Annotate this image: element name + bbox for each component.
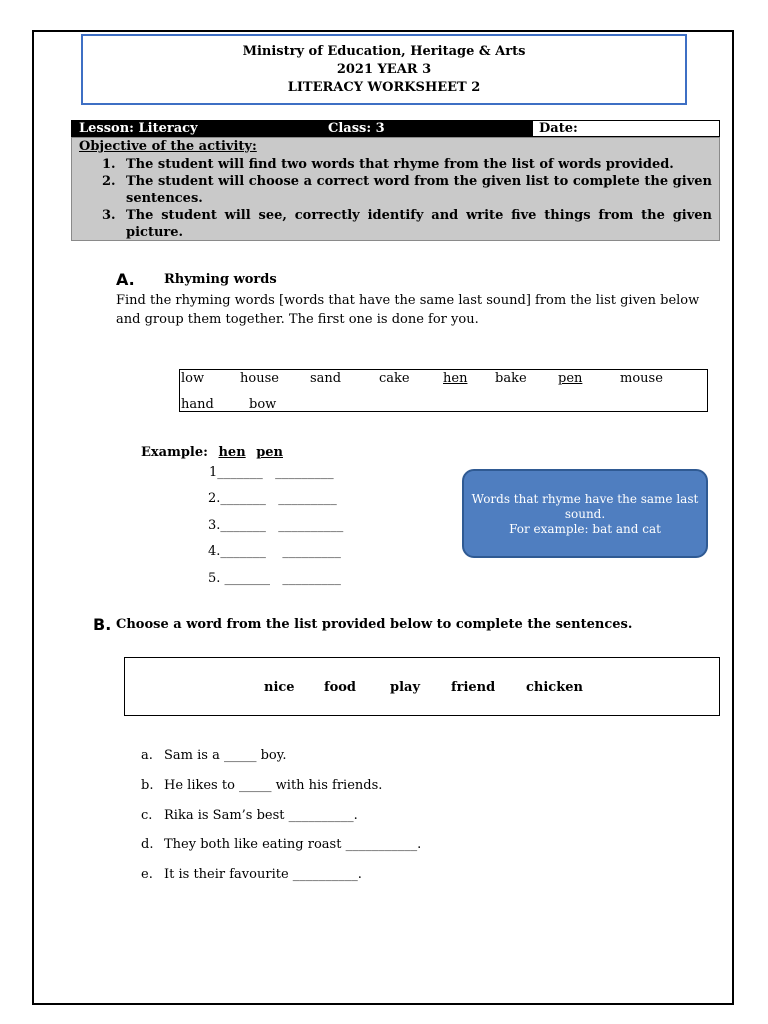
- example-word: pen: [256, 445, 283, 460]
- sentence-item: e. It is their favourite __________.: [141, 867, 362, 882]
- objective-item: 1. The student will find two words that rhyme from the list of words provided.: [102, 157, 674, 172]
- rhyme-word-list: [179, 369, 708, 412]
- section-b-title: Choose a word from the list provided below to complete the sentences.: [116, 617, 633, 632]
- date-label: Date:: [532, 121, 578, 136]
- rhyme-tip-callout: [462, 469, 708, 558]
- rhyme-answer-line[interactable]: 5. _______ _________: [208, 571, 341, 586]
- lesson-label: Lesson: Literacy: [79, 121, 198, 136]
- sentence-item: a. Sam is a _____ boy.: [141, 748, 287, 763]
- word-item: house: [240, 371, 279, 386]
- word-item: mouse: [620, 371, 663, 386]
- choice-word: food: [324, 680, 357, 695]
- choice-word: friend: [451, 680, 496, 695]
- objective-item: 3. The student will see, correctly identify and write five things from the given picture.: [102, 208, 712, 240]
- lesson-info-row: [71, 120, 720, 137]
- word-item: sand: [310, 371, 342, 386]
- sentence-item: d. They both like eating roast ___________.: [141, 837, 422, 852]
- rhyme-answer-line[interactable]: 3._______ __________: [208, 518, 344, 533]
- callout-example: For example: bat and cat: [509, 522, 661, 536]
- rhyme-answer-line[interactable]: 4._______ _________: [208, 544, 341, 559]
- choice-word: chicken: [526, 680, 583, 695]
- rhyme-answer-line[interactable]: 1_______ _________: [209, 465, 334, 480]
- sentence-item: b. He likes to _____ with his friends.: [141, 778, 383, 793]
- choice-word: play: [390, 680, 421, 695]
- worksheet-header: [81, 34, 687, 105]
- word-item: pen: [558, 371, 583, 386]
- word-item: cake: [379, 371, 410, 386]
- word-item: hen: [443, 371, 468, 386]
- rhyme-answer-line[interactable]: 2._______ _________: [208, 491, 337, 506]
- example-label: Example:: [141, 445, 208, 460]
- objective-item: 2. The student will choose a correct word from the given list to complete the given sentences.: [102, 174, 712, 206]
- sentence-item: c. Rika is Sam’s best __________.: [141, 808, 358, 823]
- section-b-letter: B.: [93, 615, 112, 634]
- section-a-title: Rhyming words: [164, 272, 277, 287]
- section-a-instructions: Find the rhyming words [words that have the same last sound] from the list given below and group them together. The first one is done for you.: [116, 293, 700, 327]
- ministry-title: Ministry of Education, Heritage & Arts: [242, 44, 526, 59]
- choice-word: nice: [264, 680, 295, 695]
- example-line: [141, 445, 283, 460]
- example-word: hen: [218, 445, 246, 460]
- worksheet-title: LITERACY WORKSHEET 2: [287, 80, 481, 95]
- word-choices-box: [124, 657, 720, 716]
- callout-text: Words that rhyme have the same last sound.: [471, 492, 699, 521]
- word-item: bow: [249, 397, 277, 412]
- objectives-title: Objective of the activity:: [79, 139, 257, 154]
- word-item: bake: [495, 371, 527, 386]
- objectives-box: [71, 137, 720, 241]
- word-item: hand: [181, 397, 214, 412]
- section-a-letter: A.: [116, 270, 135, 289]
- class-label: Class: 3: [328, 121, 385, 136]
- lesson-bar: [72, 121, 532, 136]
- word-item: low: [181, 371, 205, 386]
- year-title: 2021 YEAR 3: [336, 62, 432, 77]
- objectives-list: [98, 156, 712, 241]
